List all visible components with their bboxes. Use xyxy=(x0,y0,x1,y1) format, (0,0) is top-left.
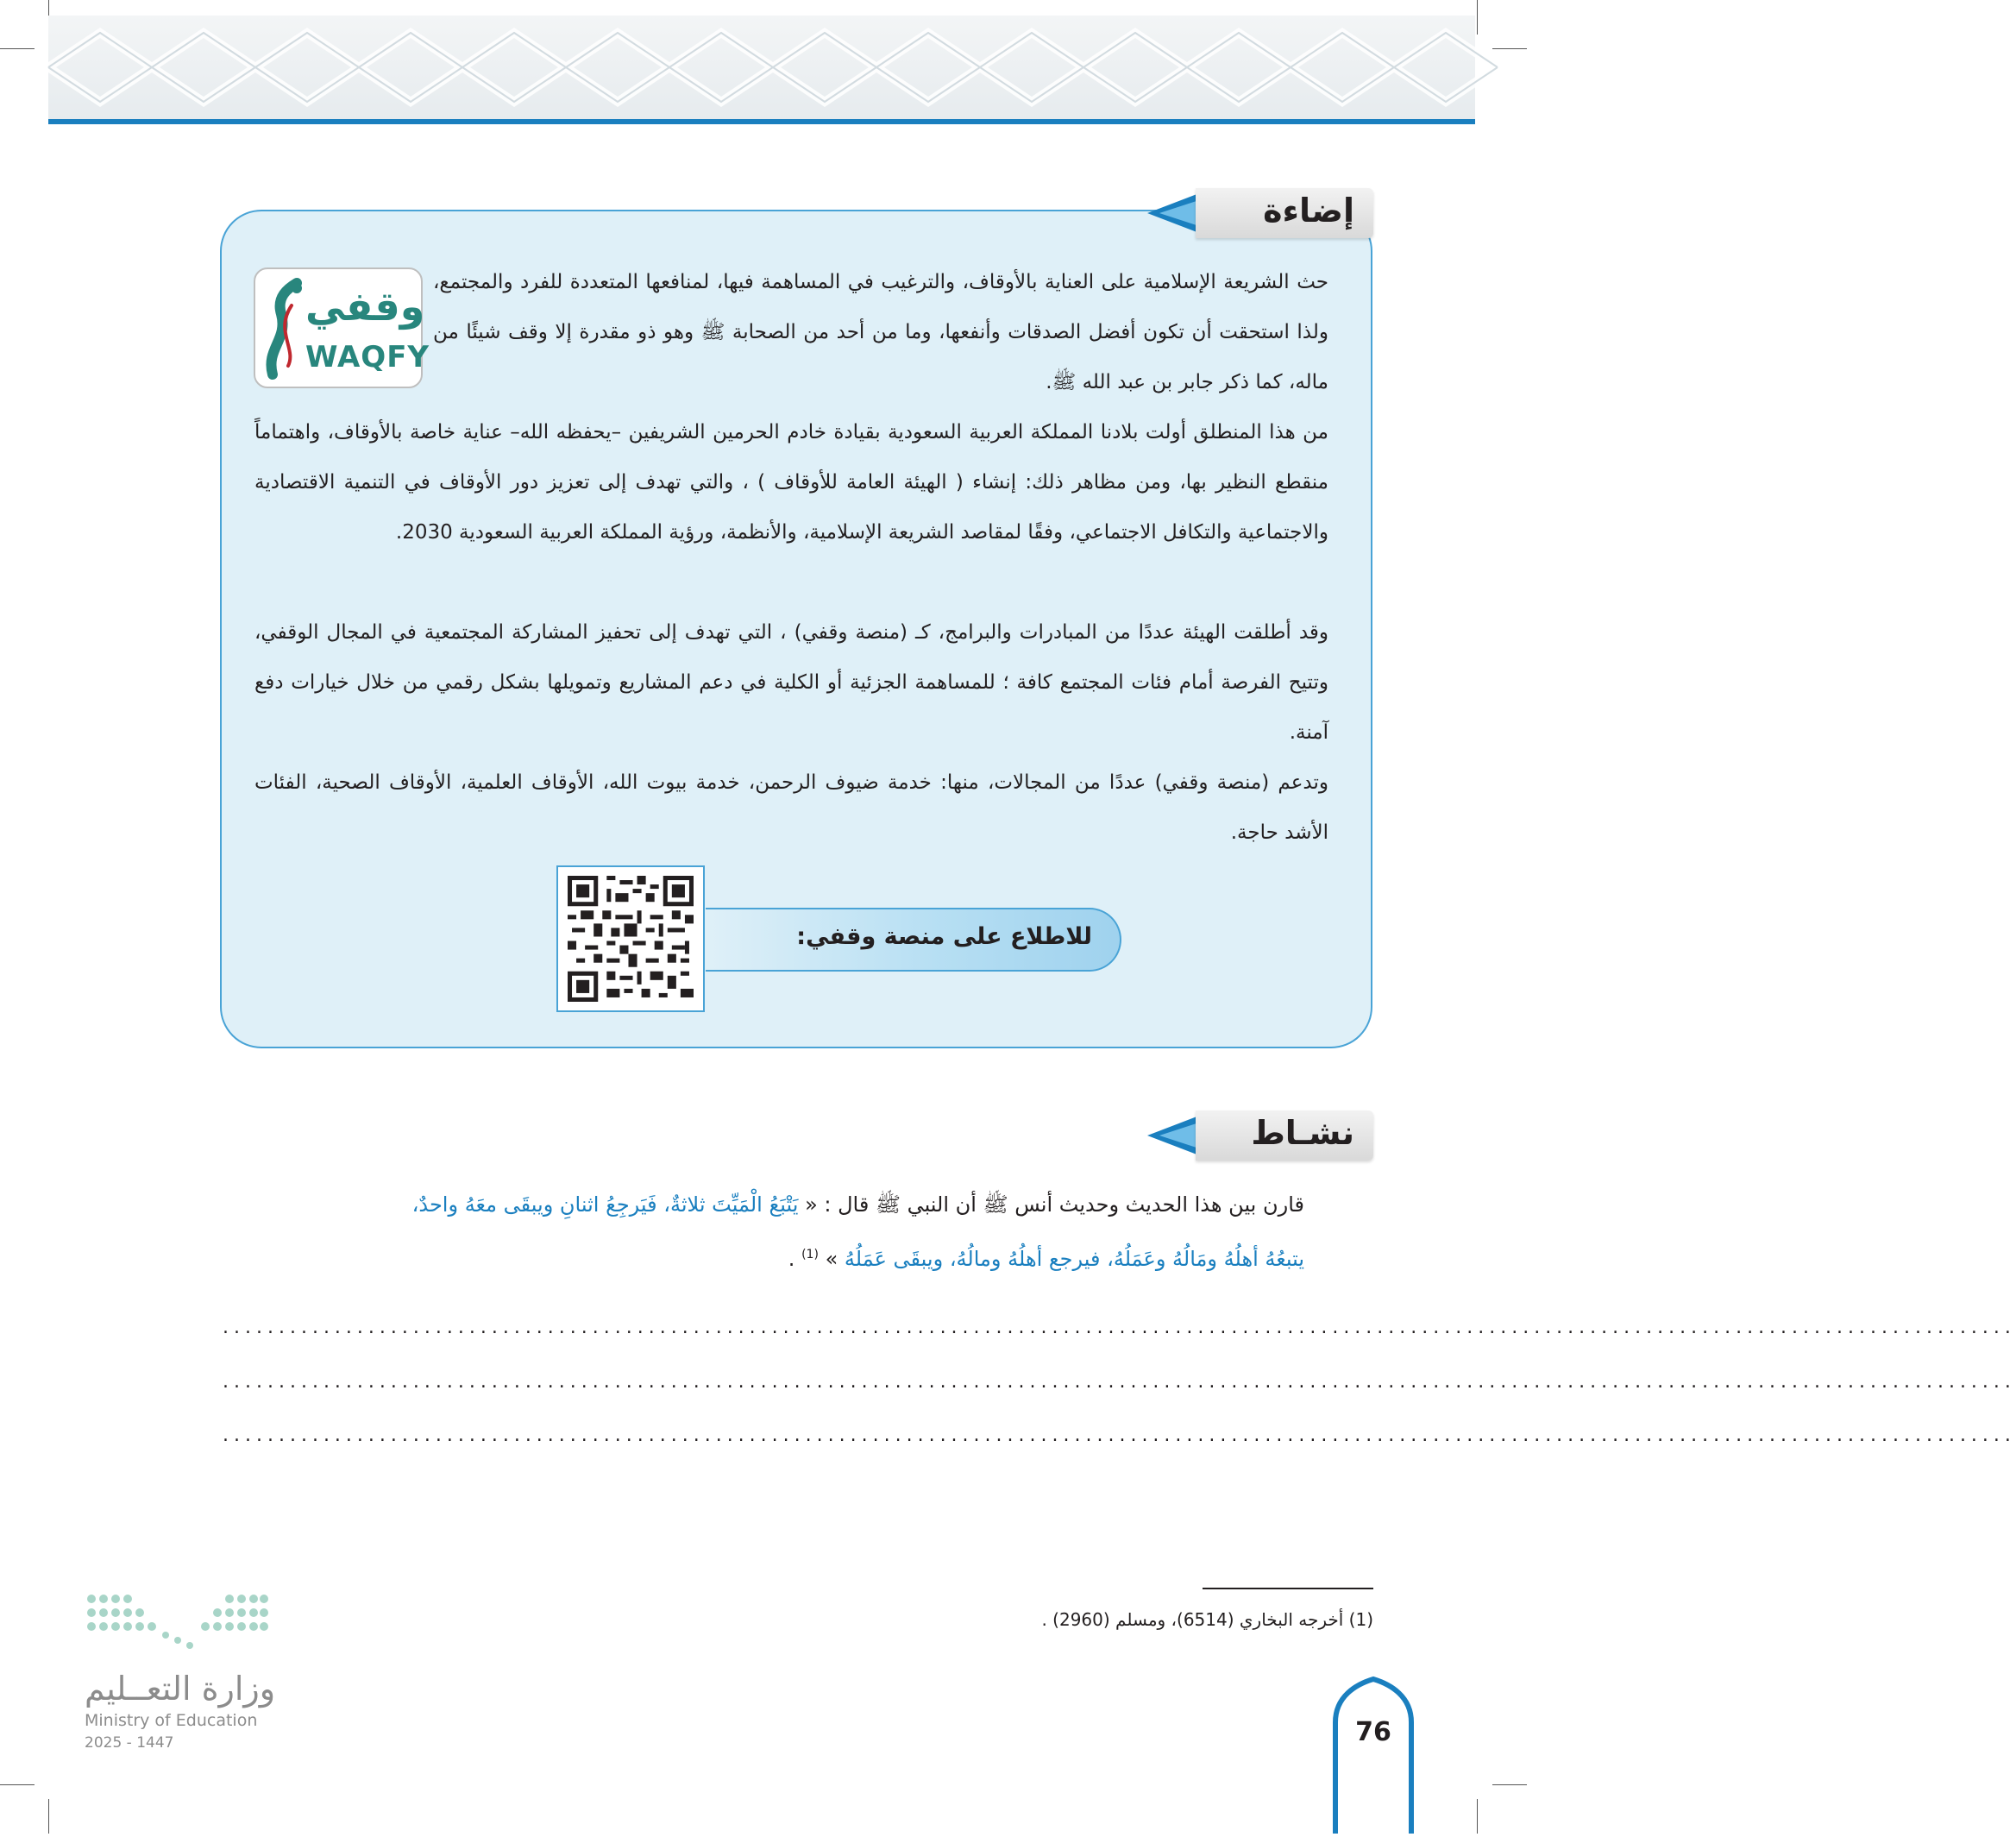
crop-mark xyxy=(48,1799,49,1834)
answer-line[interactable]: ................................................................................................................................................................ xyxy=(223,1317,2016,1338)
header-pattern xyxy=(48,16,1475,121)
hadith-text: يَتْبَعُ الْمَيِّتَ ثلاثةٌ، فَيَرجِعُ اثنانِ ويبقَى معَهُ واحدٌ، xyxy=(411,1192,799,1217)
tab-arrow-icon xyxy=(1147,1110,1199,1161)
callout-tab xyxy=(1147,188,1373,238)
answer-line[interactable]: ................................................................................................................................................................ xyxy=(223,1371,2016,1393)
crop-mark xyxy=(0,48,35,49)
waqfy-logo xyxy=(254,267,430,388)
waqfy-logo-latin: WAQFY xyxy=(305,340,430,374)
hadith-text: يتبعُهُ أهلُهُ ومَالُهُ وعَمَلُهُ، فيرجع أهلُهُ ومالُهُ، ويبقَى عَمَلُهُ xyxy=(844,1247,1304,1271)
hadith-end: . xyxy=(788,1247,795,1271)
qr-label: للاطلاع على منصة وقفي: xyxy=(796,923,1092,950)
qr-label-pill xyxy=(706,908,1121,972)
crop-mark xyxy=(1477,1799,1478,1834)
ministry-name-english: Ministry of Education xyxy=(85,1711,258,1730)
footnote-ref: (1) xyxy=(801,1248,819,1261)
ministry-year: 2025 - 1447 xyxy=(85,1734,174,1752)
activity-line-2 xyxy=(226,1230,1304,1283)
callout-title: إضاءة xyxy=(1263,192,1354,230)
crop-mark xyxy=(0,1784,35,1785)
crop-mark xyxy=(1492,48,1527,49)
header-rule xyxy=(48,119,1475,124)
arch-shape xyxy=(1330,1677,1416,1834)
callout-paragraph: وتدعم (منصة وقفي) عددًا من المجالات، منها: خدمة ضيوف الرحمن، خدمة بيوت الله، الأوقاف العلمية، الأوقاف الصحية، الفئات الأشد حاجة. xyxy=(254,771,1328,844)
activity-tab xyxy=(1147,1110,1373,1161)
hadith-close: » xyxy=(825,1247,838,1271)
activity-line-1 xyxy=(226,1180,1304,1229)
callout-paragraph: حث الشريعة الإسلامية على العناية بالأوقاف، والترغيب في المساهمة فيها، لمنافعها المتعددة للفرد والمجتمع، ولذا استحقت أن تكون أفضل الصدقات وأنفعها، وما من أحد من الصحابة ﷺ وهو ذو مقدرة إلا وقف شيئًا من ماله، كما ذكر جابر بن عبد الله ﷺ. xyxy=(433,271,1328,393)
footnote: (1) أخرجه البخاري (6514)، ومسلم (2960) . xyxy=(1041,1609,1373,1630)
page-number: 76 xyxy=(1355,1717,1391,1747)
qr-code-icon xyxy=(567,876,694,1002)
answer-line[interactable]: ................................................................................................................................................................ xyxy=(223,1425,2016,1446)
waqfy-emblem-icon xyxy=(262,280,305,380)
activity-title: نشـاط xyxy=(1251,1114,1354,1152)
footnote-rule xyxy=(1203,1588,1373,1589)
waqfy-logo-arabic: وقفي xyxy=(305,283,425,330)
ministry-logo-icon xyxy=(85,1592,270,1652)
activity-intro: قارن بين هذا الحديث وحديث أنس ﷺ أن النبي ﷺ قال : « xyxy=(805,1192,1304,1217)
page-number-badge xyxy=(1330,1677,1416,1834)
qr-code[interactable] xyxy=(556,865,705,1012)
tab-arrow-icon xyxy=(1147,188,1199,238)
crop-mark xyxy=(1492,1784,1527,1785)
callout-paragraph: من هذا المنطلق أولت بلادنا المملكة العربية السعودية بقيادة خادم الحرمين الشريفين –يحفظه الله– عناية خاصة بالأوقاف، واهتماماً منقطع النظير بها، ومن مظاهر ذلك: إنشاء ( الهيئة العامة للأوقاف ) ، والتي تهدف إلى تعزيز دور الأوقاف في التنمية الاقتصادية والاجتماعية والتكافل الاجتماعي، وفقًا لمقاصد الشريعة الإسلامية، والأنظمة، ورؤية المملكة العربية السعودية 2030. xyxy=(254,421,1328,544)
crop-mark xyxy=(1477,0,1478,35)
ministry-name-arabic: وزارة التعــليم xyxy=(85,1670,276,1708)
callout-paragraph: وقد أطلقت الهيئة عددًا من المبادرات والبرامج، كـ (منصة وقفي) ، التي تهدف إلى تحفيز المشاركة المجتمعية في المجال الوقفي، وتتيح الفرصة أمام فئات المجتمع كافة ؛ للمساهمة الجزئية أو الكلية في دعم المشاريع وتمويلها بشكل رقمي من خلال خيارات دفع آمنة. xyxy=(254,621,1328,744)
